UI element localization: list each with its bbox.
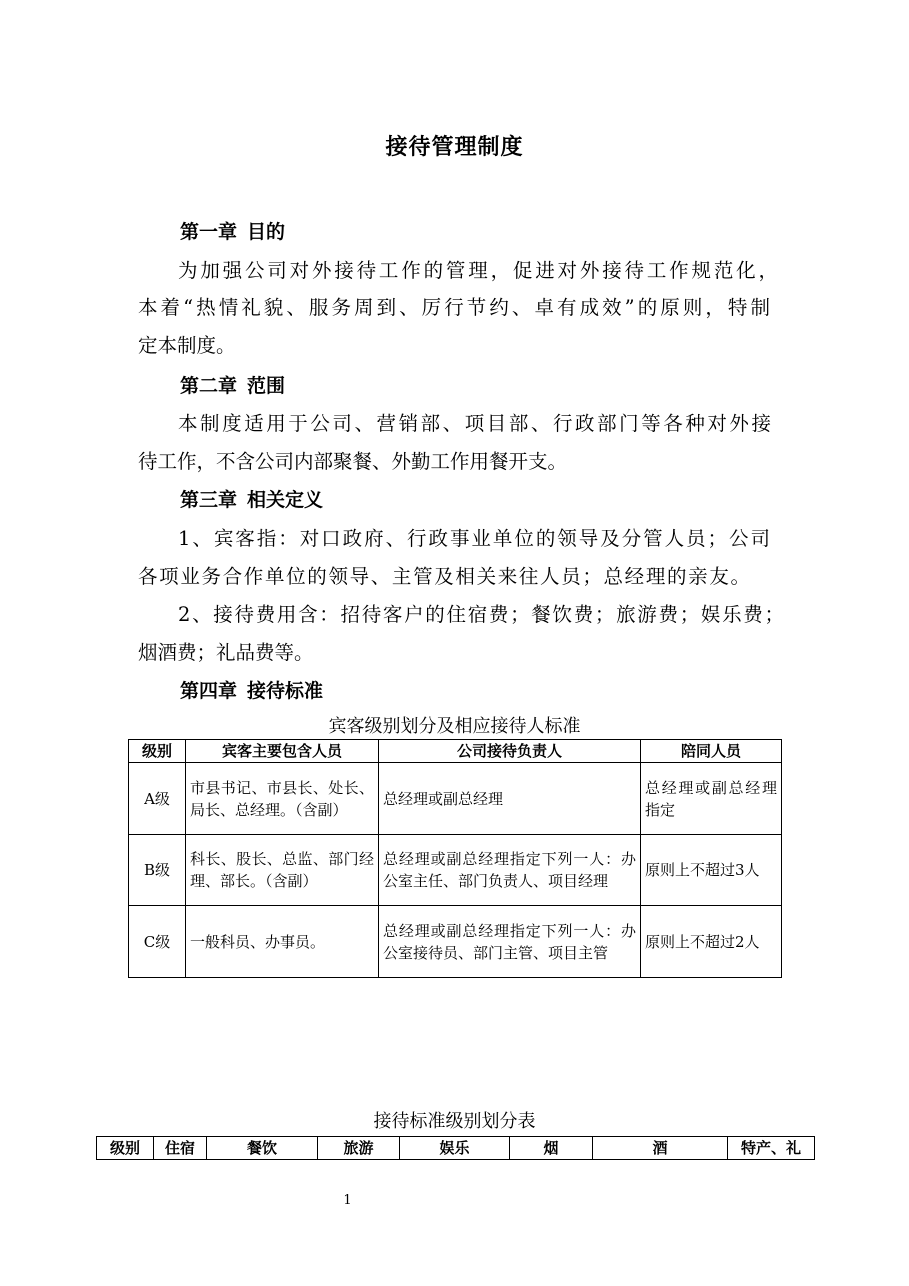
header-level: 级别 <box>129 740 186 763</box>
chapter-4-heading <box>180 676 323 703</box>
cell-host: 总经理或副总经理 <box>379 763 641 835</box>
header-liquor: 酒 <box>593 1137 728 1160</box>
chapter-3-name: 相关定义 <box>247 489 324 511</box>
chapter-3-line-3: 2、接待费用含：招待客户的住宿费；餐饮费；旅游费；娱乐费； <box>178 603 784 626</box>
chapter-3-line-1: 1、宾客指：对口政府、行政事业单位的领导及分管人员；公司 <box>178 527 770 550</box>
chapter-2-line-1: 本制度适用于公司、营销部、项目部、行政部门等各种对外接 <box>178 412 771 435</box>
cell-guests: 市县书记、市县长、处长、局长、总经理。（含副） <box>186 763 379 835</box>
header-gifts: 特产、礼 <box>728 1137 815 1160</box>
page-number: 1 <box>343 1193 352 1208</box>
cell-escort: 原则上不超过3人 <box>641 835 782 906</box>
document-title: 接待管理制度 <box>385 135 524 160</box>
table-2-caption: 接待标准级别划分表 <box>373 1111 536 1132</box>
header-entertainment: 娱乐 <box>400 1137 510 1160</box>
header-host: 公司接待负责人 <box>379 740 641 763</box>
table-row <box>129 835 782 906</box>
cell-host: 总经理或副总经理指定下列一人：办公室主任、部门负责人、项目经理 <box>379 835 641 906</box>
chapter-4-name: 接待标准 <box>247 680 324 702</box>
chapter-3-heading <box>180 485 323 512</box>
cell-level: B级 <box>129 835 186 906</box>
cell-level: A级 <box>129 763 186 835</box>
header-guests: 宾客主要包含人员 <box>186 740 379 763</box>
chapter-2-line-2: 待工作，不含公司内部聚餐、外勤工作用餐开支。 <box>138 450 568 473</box>
chapter-2-number: 第二章 <box>180 375 238 397</box>
reception-standard-table <box>96 1136 815 1160</box>
header-escort: 陪同人员 <box>641 740 782 763</box>
chapter-3-line-4: 烟酒费；礼品费等。 <box>138 641 314 664</box>
chapter-3-number: 第三章 <box>180 489 238 511</box>
chapter-2-name: 范围 <box>247 375 286 397</box>
header-level: 级别 <box>97 1137 154 1160</box>
table-header-row <box>129 740 782 763</box>
chapter-4-number: 第四章 <box>180 680 238 702</box>
chapter-1-number: 第一章 <box>180 221 238 243</box>
cell-guests: 科长、股长、总监、部门经理、部长。（含副） <box>186 835 379 906</box>
table-header-row <box>97 1137 815 1160</box>
cell-escort: 原则上不超过2人 <box>641 906 782 978</box>
chapter-3-line-2: 各项业务合作单位的领导、主管及相关来往人员；总经理的亲友。 <box>138 565 750 588</box>
table-row <box>129 763 782 835</box>
chapter-1-name: 目的 <box>247 221 286 243</box>
chapter-1-heading <box>180 217 285 244</box>
header-dining: 餐饮 <box>207 1137 318 1160</box>
guest-level-table <box>128 739 782 978</box>
chapter-1-line-1: 为加强公司对外接待工作的管理，促进对外接待工作规范化， <box>178 259 778 282</box>
cell-level: C级 <box>129 906 186 978</box>
table-row <box>129 906 782 978</box>
chapter-2-heading <box>180 371 285 398</box>
table-1-caption: 宾客级别划分及相应接待人标准 <box>328 716 581 737</box>
header-travel: 旅游 <box>318 1137 400 1160</box>
cell-guests: 一般科员、办事员。 <box>186 906 379 978</box>
cell-host: 总经理或副总经理指定下列一人：办公室接待员、部门主管、项目主管 <box>379 906 641 978</box>
chapter-1-line-2: 本着“热情礼貌、服务周到、厉行节约、卓有成效”的原则，特制 <box>138 296 770 319</box>
header-lodging: 住宿 <box>154 1137 207 1160</box>
cell-escort: 总经理或副总经理指定 <box>641 763 782 835</box>
header-tobacco: 烟 <box>510 1137 593 1160</box>
chapter-1-line-3: 定本制度。 <box>138 334 236 357</box>
